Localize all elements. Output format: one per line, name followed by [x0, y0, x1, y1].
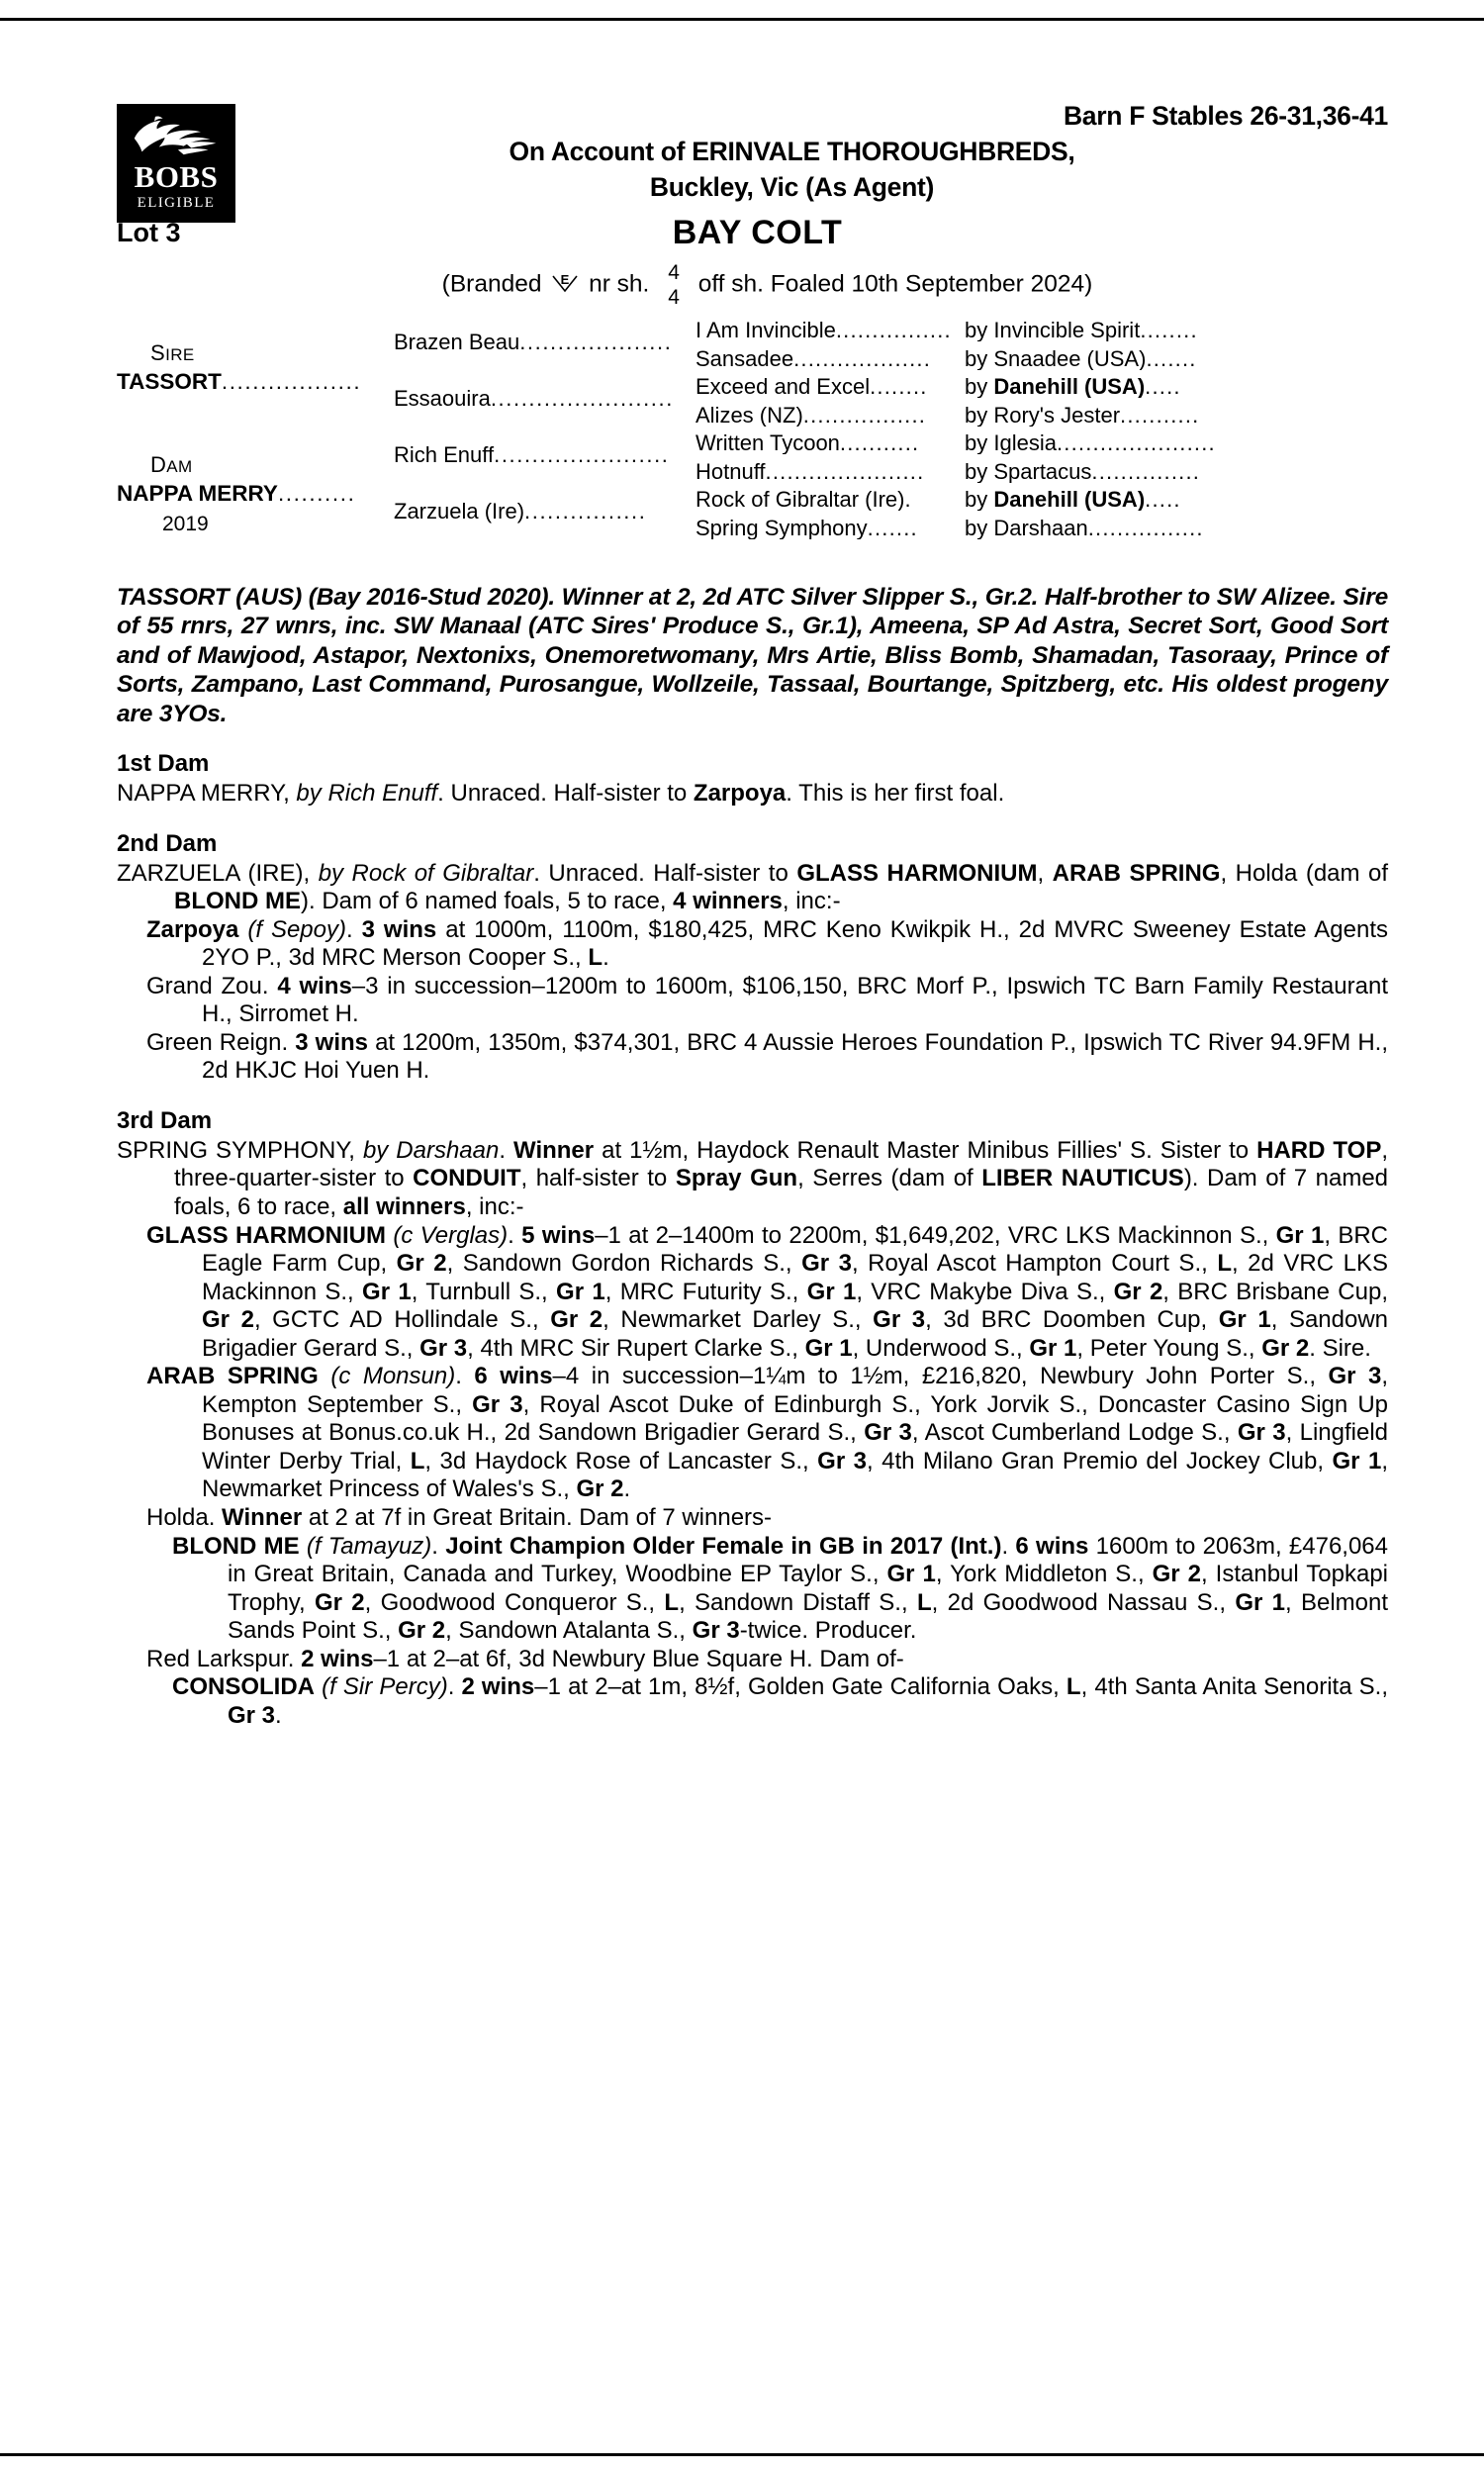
sire-name-dots: .................. — [221, 369, 362, 394]
ggp-sire-4: by Iglesia...................... — [965, 432, 1216, 454]
pedigree-row — [696, 405, 1388, 427]
brand-number-stack — [668, 262, 680, 308]
second-dam-name: ZARZUELA (IRE), — [117, 859, 311, 887]
grandparent-3-name: Rich Enuff — [394, 442, 495, 467]
grandparent-4-dots: ................ — [524, 499, 647, 523]
svg-text:E: E — [560, 272, 570, 288]
ggp-name-6: Rock of Gibraltar (Ire). — [696, 489, 911, 511]
entry-body: –1 at 2–at 1m, 8½f, Golden Gate California Oaks, L, 4th Santa Anita Senorita S., Gr 3. — [228, 1673, 1389, 1729]
grandparent-3-dots: ....................... — [494, 442, 670, 467]
ggp-sire-2: by Danehill (USA)..... — [965, 376, 1181, 398]
dam-name-text: NAPPA MERRY — [117, 481, 278, 506]
pedigree-col-parents — [117, 320, 386, 571]
entry-name: ARAB SPRING — [146, 1363, 319, 1390]
entry-body: –4 in succession–1¼m to 1½m, £216,820, Newbury John Porter S., Gr 3, Kempton September S., Gr 3, Royal Ascot Duke of Edinburgh S., York Jorvik S., Doncaster Casino Sign Up Bonuses at Bonus.co.uk H., 2d Sandown Brigadier Gerard S., Gr 3, Ascot Cumberland Lodge S., Gr 3, Lingfield Winter Derby Trial, L, 3d Haydock Rose of Lancaster S., Gr 3, 4th Milano Gran Premio del Jockey Club, Gr 1, Newmarket Princess of Wales's S., Gr 2. — [202, 1363, 1389, 1503]
dam-label — [150, 454, 193, 476]
ggp-sire-5: by Spartacus............... — [965, 461, 1201, 483]
second-dam-heading: 2nd Dam — [117, 829, 218, 857]
progeny-green-reign: Green Reign. 3 wins at 1200m, 1350m, $374,301, BRC 4 Aussie Heroes Foundation P., Ipswich TC River 94.9FM H., 2d HKJC Hoi Yuen H. — [146, 1028, 1389, 1085]
third-dam-heading: 3rd Dam — [117, 1106, 213, 1134]
pedigree-row — [696, 432, 1388, 454]
sire-label-cap: S — [150, 340, 166, 365]
page-bottom-rule — [0, 2453, 1484, 2456]
entry-blond-me: BLOND ME (f Tamayuz). Joint Champion Older Female in GB in 2017 (Int.). 6 wins 1600m to 2063m, £476,064 in Great Britain, Canada and Turkey, Woodbine EP Taylor S., Gr 1, York Middleton S., Gr 2, Istanbul Topkapi Trophy, Gr 2, Goodwood Conqueror S., L, Sandown Distaff S., L, 2d Goodwood Nassau S., Gr 1, Belmont Sands Point S., Gr 2, Sandown Atalanta S., Gr 3-twice. Producer. — [172, 1532, 1389, 1645]
sire-summary-paragraph: TASSORT (AUS) (Bay 2016-Stud 2020). Winner at 2, 2d ATC Silver Slipper S., Gr.2. Half-brother to SW Alizee. Sire of 55 rnrs, 27 wnrs, inc. SW Manaal (ATC Sires' Produce S., Gr.1), Ameena, SP Ad Astra, Secret Sort, Good Sort and of Mawjood, Astapor, Nextonixs, Onemoretwomany, Mrs Artie, Bliss Bomb, Shamadan, Tasoraay, Prince of Sorts, Zampano, Last Command, Purosangue, Wollzeile, Tassaal, Bourtange, Spitzberg, etc. His oldest progeny are 3YOs. — [117, 584, 1388, 727]
entry-name: Holda. — [146, 1503, 223, 1531]
grandparent-1-name: Brazen Beau — [394, 330, 520, 354]
entry-holda: Holda. Winner at 2 at 7f in Great Britain. Dam of 7 winners- — [146, 1503, 773, 1531]
sire-name — [117, 371, 361, 394]
grandparent-4 — [394, 501, 681, 523]
ggp-name-2: Exceed and Excel........ — [696, 376, 928, 398]
lot-title-row — [117, 214, 1388, 263]
third-dam-sire: by Darshaan — [362, 1136, 500, 1164]
brand-symbol-icon — [550, 272, 580, 294]
pedigree-row — [696, 461, 1388, 483]
entry-consolida: CONSOLIDA (f Sir Percy). 2 wins–1 at 2–at 1m, 8½f, Golden Gate California Oaks, L, 4th Santa Anita Senorita S., Gr 3. — [172, 1673, 1389, 1729]
grandparent-2 — [394, 388, 681, 410]
brand-number-bottom: 4 — [668, 286, 680, 309]
entry-name: BLOND ME — [172, 1532, 300, 1560]
pedigree-row — [696, 348, 1388, 370]
entry-arab-spring: ARAB SPRING (c Monsun). 6 wins–4 in succession–1¼m to 1½m, £216,820, Newbury John Porter S., Gr 3, Kempton September S., Gr 3, Royal Ascot Duke of Edinburgh S., York Jorvik S., Doncaster Casino Sign Up Bonuses at Bonus.co.uk H., 2d Sandown Brigadier Gerard S., Gr 3, Ascot Cumberland Lodge S., Gr 3, Lingfield Winter Derby Trial, L, 3d Haydock Rose of Lancaster S., Gr 3, 4th Milano Gran Premio del Jockey Club, Gr 1, Newmarket Princess of Wales's S., Gr 2. — [146, 1363, 1389, 1503]
entry-name: GLASS HARMONIUM — [146, 1221, 386, 1249]
ggp-sire-1: by Snaadee (USA)....... — [965, 348, 1197, 370]
progeny-grand-zou: Grand Zou. 4 wins–3 in succession–1200m to 1600m, $106,150, BRC Morf P., Ipswich TC Barn Family Restaurant H., Sirromet H. — [146, 972, 1388, 1028]
ggp-name-5: Hotnuff...................... — [696, 461, 925, 483]
pedigree-row — [696, 320, 1388, 341]
progeny-name: Green Reign. — [146, 1028, 289, 1056]
ggp-name-1: Sansadee................... — [696, 348, 932, 370]
progeny-name: Zarpoya — [146, 915, 239, 943]
pedigree-row — [696, 376, 1388, 398]
ggp-name-7: Spring Symphony....... — [696, 518, 918, 539]
ggp-sire-3: by Rory's Jester........... — [965, 405, 1200, 427]
first-dam-paragraph: NAPPA MERRY, by Rich Enuff. Unraced. Half-sister to Zarpoya. This is her first foal. — [117, 779, 1005, 807]
grandparent-1-dots: .................... — [519, 330, 673, 354]
ggp-name-3: Alizes (NZ)................. — [696, 405, 927, 427]
first-dam-name: NAPPA MERRY, — [117, 779, 290, 807]
branded-prefix: (Branded — [441, 270, 542, 298]
sire-label — [150, 342, 195, 364]
dam-name — [117, 483, 355, 506]
sire-label-rest: IRE — [165, 345, 195, 364]
page-header — [117, 79, 1388, 262]
bobs-eligible-label: ELIGIBLE — [137, 195, 216, 211]
bobs-wordmark: BOBS — [134, 159, 219, 194]
grandparent-2-dots: ........................ — [490, 386, 674, 411]
dam-label-rest: AM — [166, 457, 193, 476]
first-dam-sire: by Rich Enuff — [296, 779, 438, 807]
ggp-name-4: Written Tycoon........... — [696, 432, 920, 454]
third-dam-name: SPRING SYMPHONY, — [117, 1136, 355, 1164]
grandparent-3 — [394, 444, 681, 466]
account-line-1: On Account of ERINVALE THOROUGHBREDS, — [509, 137, 1075, 166]
progeny-zarpoya: Zarpoya (f Sepoy). 3 wins at 1000m, 1100m, $180,425, MRC Keno Kwikpik H., 2d MVRC Sweeney Estate Agents 2YO P., 3d MRC Merson Cooper S., L. — [146, 915, 1388, 972]
entry-glass-harmonium: GLASS HARMONIUM (c Verglas). 5 wins–1 at 2–1400m to 2200m, $1,649,202, VRC LKS Mackinnon S., Gr 1, BRC Eagle Farm Cup, Gr 2, Sandown Gordon Richards S., Gr 3, Royal Ascot Hampton Court S., L, 2d VRC LKS Mackinnon S., Gr 1, Turnbull S., Gr 1, MRC Futurity S., Gr 1, VRC Makybe Diva S., Gr 2, BRC Brisbane Cup, Gr 2, GCTC AD Hollindale S., Gr 2, Newmarket Darley S., Gr 3, 3d BRC Doomben Cup, Gr 1, Sandown Brigadier Gerard S., Gr 3, 4th MRC Sir Rupert Clarke S., Gr 1, Underwood S., Gr 1, Peter Young S., Gr 2. Sire. — [146, 1221, 1389, 1362]
branded-nearside: nr sh. — [589, 270, 650, 298]
entry-body: –1 at 2–1400m to 2200m, $1,649,202, VRC LKS Mackinnon S., Gr 1, BRC Eagle Farm Cup, Gr 2, Sandown Gordon Richards S., Gr 3, Royal Ascot Hampton Court S., L, 2d VRC LKS Mackinnon S., Gr 1, Turnbull S., Gr 1, MRC Futurity S., Gr 1, VRC Makybe Diva S., Gr 2, BRC Brisbane Cup, Gr 2, GCTC AD Hollindale S., Gr 2, Newmarket Darley S., Gr 3, 3d BRC Doomben Cup, Gr 1, Sandown Brigadier Gerard S., Gr 3, 4th MRC Sir Rupert Clarke S., Gr 1, Underwood S., Gr 1, Peter Young S., Gr 2. Sire. — [202, 1221, 1389, 1362]
branded-offside-foaled: off sh. Foaled 10th September 2024) — [697, 270, 1093, 298]
third-dam-paragraph: SPRING SYMPHONY, by Darshaan. Winner at 1½m, Haydock Renault Master Minibus Fillies' S. Sister to HARD TOP, three-quarter-sister to CONDUIT, half-sister to Spray Gun, Serres (dam of LIBER NAUTICUS). Dam of 7 named foals, 6 to race, all winners, inc:- — [117, 1136, 1389, 1220]
progeny-name: Grand Zou. — [146, 972, 269, 999]
ggp-sire-7: by Darshaan................ — [965, 518, 1204, 539]
page-title: BAY COLT — [672, 214, 843, 251]
grandparent-4-name: Zarzuela (Ire) — [394, 499, 525, 523]
dam-name-dots: .......... — [277, 481, 356, 506]
page-top-rule — [0, 18, 1484, 21]
page-content — [117, 79, 1388, 1730]
second-dam-sire: by Rock of Gibraltar — [318, 859, 534, 887]
entry-title-award: Joint Champion Older Female in GB in 2017 (Int.) — [445, 1532, 1002, 1560]
grandparent-2-name: Essaouira — [394, 386, 491, 411]
brand-number-top: 4 — [668, 261, 680, 284]
ggp-sire-0: by Invincible Spirit........ — [965, 320, 1198, 341]
ggp-sire-6: by Danehill (USA)..... — [965, 489, 1181, 511]
lot-number: Lot 3 — [117, 218, 181, 247]
first-dam-heading: 1st Dam — [117, 749, 210, 777]
grandparent-1 — [394, 332, 681, 353]
dam-year: 2019 — [162, 513, 209, 535]
pedigree-row — [696, 489, 1388, 511]
entry-red-larkspur: Red Larkspur. 2 wins–1 at 2–at 6f, 3d Newbury Blue Square H. Dam of- — [146, 1645, 904, 1672]
entry-name: CONSOLIDA — [172, 1673, 315, 1701]
branding-line — [117, 262, 1388, 314]
dam-label-cap: D — [150, 452, 167, 477]
pedigree-table — [117, 320, 1388, 571]
pedigree-row — [696, 518, 1388, 539]
ggp-name-0: I Am Invincible................ — [696, 320, 952, 341]
account-line-2: Buckley, Vic (As Agent) — [649, 172, 935, 202]
entry-name: Red Larkspur. — [146, 1645, 302, 1672]
barn-stables-label: Barn F Stables 26-31,36-41 — [1063, 101, 1388, 131]
entry-body: 1600m to 2063m, £476,064 in Great Britain, Canada and Turkey, Woodbine EP Taylor S., Gr 1, York Middleton S., Gr 2, Istanbul Topkapi Trophy, Gr 2, Goodwood Conqueror S., L, Sandown Distaff S., L, 2d Goodwood Nassau S., Gr 1, Belmont Sands Point S., Gr 2, Sandown Atalanta S., Gr 3-twice. Producer. — [228, 1532, 1389, 1645]
sire-name-text: TASSORT — [117, 369, 222, 394]
second-dam-paragraph: ZARZUELA (IRE), by Rock of Gibraltar. Unraced. Half-sister to GLASS HARMONIUM, ARAB SPRING, Holda (dam of BLOND ME). Dam of 6 named foals, 5 to race, 4 winners, inc:- — [117, 859, 1389, 915]
